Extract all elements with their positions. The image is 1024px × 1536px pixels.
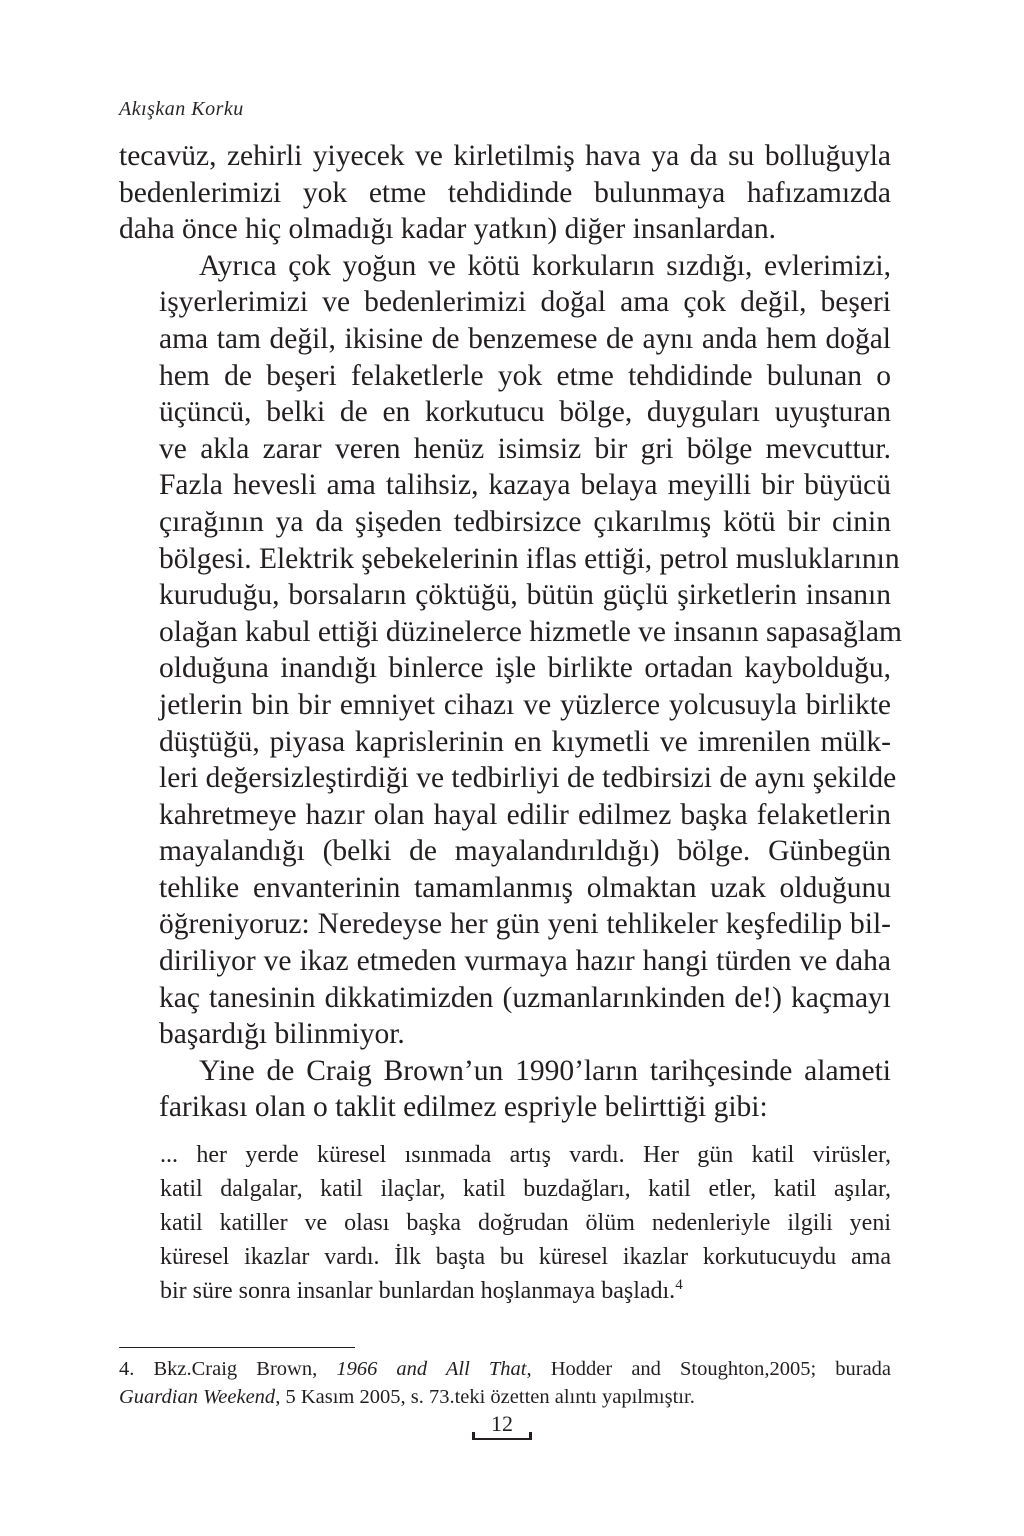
page-number-tick-left (472, 1432, 475, 1440)
text-line: ama tam değil, ikisine de benzemese de aynı anda hem doğal (159, 322, 891, 355)
quote-line: küresel ikazlar vardı. İlk başta bu küresel ikazlar korkutucuydu ama (160, 1244, 891, 1270)
quote-line: ... her yerde küresel ısınmada artış vardı. Her gün katil virüsler, (160, 1142, 891, 1168)
text-line: jetlerin bin bir emniyet cihazı ve yüzlerce yolcusuyla birlikte (159, 688, 891, 721)
text-line: hem de beşeri felaketlerle yok etme tehdidinde bulunan o (159, 359, 891, 392)
quote-line: katil katiller ve olası başka doğrudan ölüm nedenleriyle ilgili yeni (160, 1210, 891, 1236)
footnote-book-title: 1966 and All That (336, 1358, 527, 1380)
paragraph-3 (119, 1053, 891, 1126)
text-line: mayalandığı (belki de mayalandırıldığı) bölge. Günbegün (159, 835, 891, 868)
quote-line-text: bir süre sonra insanlar bunlardan hoşlanmaya başladı. (160, 1278, 676, 1304)
text-line: ve akla zarar veren henüz isimsiz bir gri bölge mevcuttur. (159, 432, 891, 465)
text-line: leri değersizleştirdiği ve tedbirliyi de tedbirsizi de aynı şekilde (159, 762, 897, 795)
footnote-line-2 (119, 1383, 891, 1411)
text-line: diriliyor ve ikaz etmeden vurmaya hazır hangi türden ve daha (159, 945, 891, 978)
text-line: düştüğü, piyasa kaprislerinin en kıymetli ve imrenilen mülk- (159, 725, 891, 758)
text-line: kuruduğu, borsaların çöktüğü, bütün güçlü şirketlerin insanın (159, 579, 891, 612)
page-number: 12 (491, 1411, 513, 1436)
page-number-tick-right (529, 1432, 532, 1440)
block-quote (160, 1138, 891, 1308)
text-line: üçüncü, belki de en korkutucu bölge, duyguları uyuşturan (159, 396, 891, 429)
text-line: bölgesi. Elektrik şebekelerinin iflas ettiği, petrol musluklarının (159, 542, 900, 575)
text-line: kaç tanesinin dikkatimizden (uzmanlarınkinden de!) kaçmayı (159, 981, 891, 1014)
text-line: çırağının ya da şişeden tedbirsizce çıkarılmış kötü bir cinin (159, 505, 891, 538)
text-line: işyerlerimizi ve bedenlerimizi doğal ama çok değil, beşeri (159, 286, 891, 319)
footnote-text: Bkz.Craig Brown, (153, 1358, 337, 1380)
page-number-block (466, 1410, 538, 1442)
text-line: Ayrıca çok yoğun ve kötü korkuların sızdığı, evlerimizi, (199, 249, 891, 282)
footnote-number: 4. (119, 1358, 135, 1380)
footnote-line-1 (119, 1355, 891, 1383)
quote-line: katil dalgalar, katil ilaçlar, katil buzdağları, katil etler, katil aşılar, (160, 1176, 891, 1202)
text-line: kahretmeye hazır olan hayal edilir edilmez başka felaketlerin (159, 798, 891, 831)
text-line: tehlike envanterinin tamamlanmış olmaktan uzak olduğunu (159, 871, 891, 904)
footnote-text: , 5 Kasım 2005, s. 73.teki özetten alıntı yapılmıştır. (275, 1386, 695, 1408)
text-line: başardığı bilinmiyor. (159, 1018, 405, 1051)
text-line: olağan kabul ettiği düzinelerce hizmetle ve insanın sapasağlam (159, 615, 902, 648)
footnote (119, 1355, 891, 1411)
paragraph-2 (119, 248, 902, 1053)
text-line: tecavüz, zehirli yiyecek ve kirletilmiş hava ya da su bolluğuyla (119, 140, 891, 172)
paragraph-1 (119, 138, 891, 248)
body-text (119, 138, 902, 1126)
running-head: Akışkan Korku (119, 98, 244, 120)
page-number-underline (472, 1438, 532, 1440)
text-line: Fazla hevesli ama talihsiz, kazaya belaya meyilli bir büyücü (159, 469, 891, 502)
text-line: olduğuna inandığı binlerce işle birlikte ortadan kaybolduğu, (159, 652, 891, 685)
text-line: farikası olan o taklit edilmez espriyle belirttiği gibi: (159, 1091, 768, 1124)
footnote-reference[interactable]: 4 (675, 1277, 683, 1293)
footnote-publication-title: Guardian Weekend (119, 1386, 276, 1408)
footnote-text: , Hodder and Stoughton,2005; burada (526, 1358, 892, 1380)
footnote-divider (119, 1347, 355, 1348)
quote-line-last (160, 1274, 891, 1308)
text-line: bedenlerimizi yok etme tehdidinde bulunmaya hafızamızda (119, 176, 891, 209)
text-line: öğreniyoruz: Neredeyse her gün yeni tehlikeler keşfedilip bil- (159, 908, 891, 941)
text-line: daha önce hiç olmadığı kadar yatkın) diğer insanlardan. (119, 213, 776, 246)
text-line: Yine de Craig Brown’un 1990’ların tarihçesinde alameti (199, 1054, 891, 1087)
